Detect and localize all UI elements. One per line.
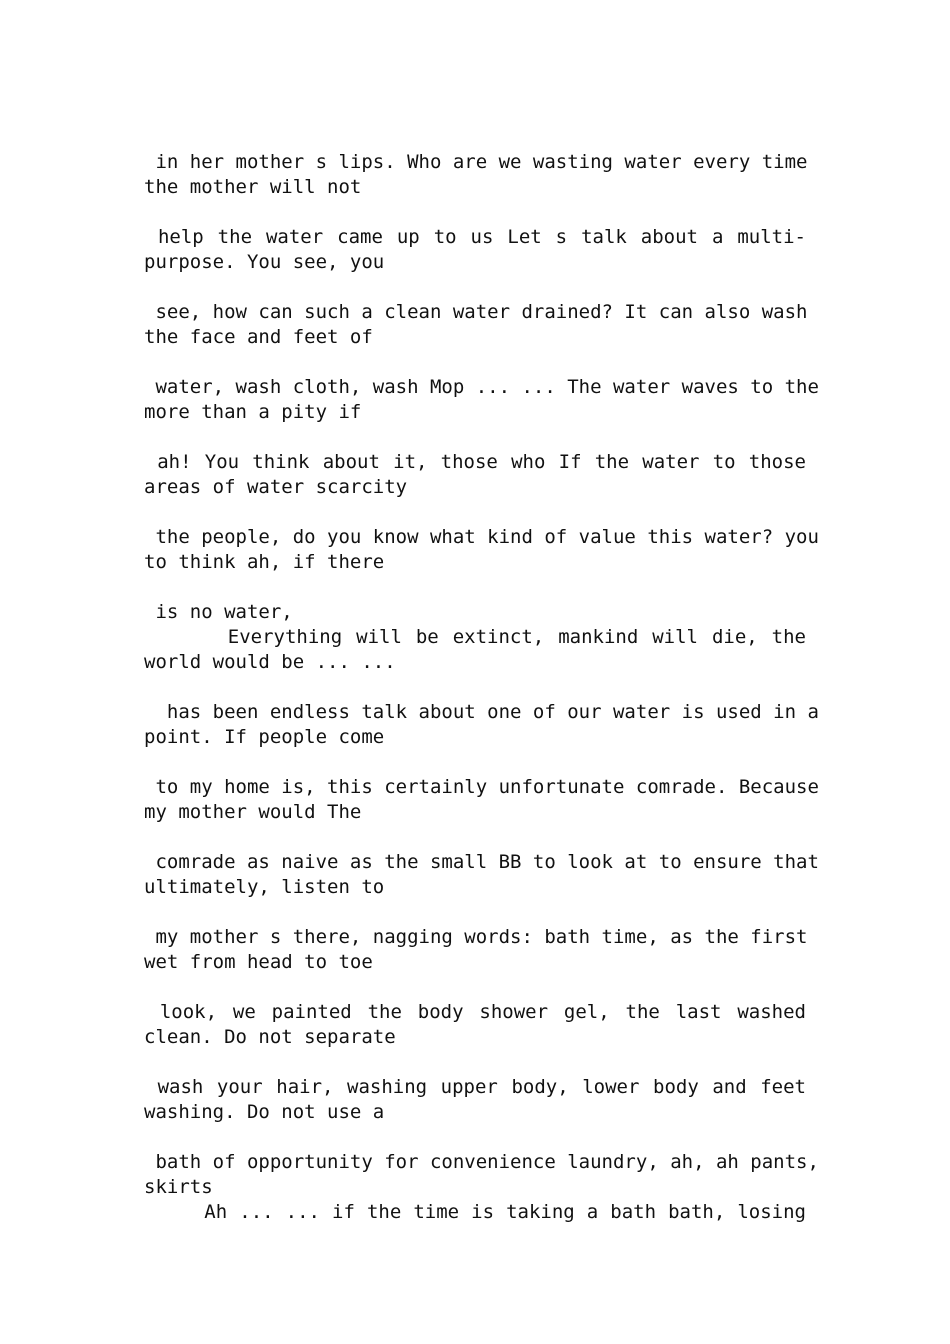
text-line: world would be ... ... bbox=[144, 651, 396, 673]
text-line: purpose. You see, you bbox=[144, 251, 385, 273]
line-gap bbox=[144, 750, 806, 775]
text-line: look, we painted the body shower gel, the last washed bbox=[144, 1001, 806, 1023]
line-gap bbox=[144, 900, 806, 925]
text-line: has been endless talk about one of our water is used in a bbox=[144, 701, 819, 723]
text-line: more than a pity if bbox=[144, 401, 362, 423]
text-line: the face and feet of bbox=[144, 326, 373, 348]
text-line: clean. Do not separate bbox=[144, 1026, 396, 1048]
line-gap bbox=[144, 575, 806, 600]
text-line: see, how can such a clean water drained? It can also wash bbox=[144, 301, 808, 323]
text-line: to my home is, this certainly unfortunate comrade. Because bbox=[144, 776, 819, 798]
line-gap bbox=[144, 500, 806, 525]
line-gap bbox=[144, 825, 806, 850]
text-line: ultimately, listen to bbox=[144, 876, 385, 898]
line-gap bbox=[144, 425, 806, 450]
text-line: Everything will be extinct, mankind will die, the bbox=[144, 626, 806, 648]
text-line: to think ah, if there bbox=[144, 551, 385, 573]
text-line: the people, do you know what kind of value this water? you bbox=[144, 526, 819, 548]
text-line: areas of water scarcity bbox=[144, 476, 408, 498]
text-line: is no water, bbox=[144, 601, 293, 623]
line-gap bbox=[144, 975, 806, 1000]
text-line: comrade as naive as the small BB to look at to ensure that bbox=[144, 851, 819, 873]
text-line: water, wash cloth, wash Mop ... ... The water waves to the bbox=[144, 376, 819, 398]
text-line: in her mother s lips. Who are we wasting water every time bbox=[144, 151, 808, 173]
line-gap bbox=[144, 275, 806, 300]
text-line: point. If people come bbox=[144, 726, 385, 748]
text-line: bath of opportunity for convenience laundry, ah, ah pants, bbox=[144, 1151, 819, 1173]
text-line: my mother would The bbox=[144, 801, 362, 823]
text-line: wash your hair, washing upper body, lower body and feet bbox=[144, 1076, 806, 1098]
line-gap bbox=[144, 1125, 806, 1150]
text-line: wet from head to toe bbox=[144, 951, 373, 973]
line-gap bbox=[144, 350, 806, 375]
text-line: ah! You think about it, those who If the water to those bbox=[144, 451, 806, 473]
line-gap bbox=[144, 675, 806, 700]
text-line: my mother s there, nagging words: bath time, as the first bbox=[144, 926, 808, 948]
body-text bbox=[144, 150, 819, 1225]
text-line: the mother will not bbox=[144, 176, 362, 198]
line-gap bbox=[144, 200, 806, 225]
text-line: washing. Do not use a bbox=[144, 1101, 385, 1123]
text-line: help the water came up to us Let s talk about a multi- bbox=[144, 226, 806, 248]
text-line: Ah ... ... if the time is taking a bath bath, losing bbox=[144, 1201, 806, 1223]
text-line: skirts bbox=[144, 1176, 213, 1198]
line-gap bbox=[144, 1050, 806, 1075]
